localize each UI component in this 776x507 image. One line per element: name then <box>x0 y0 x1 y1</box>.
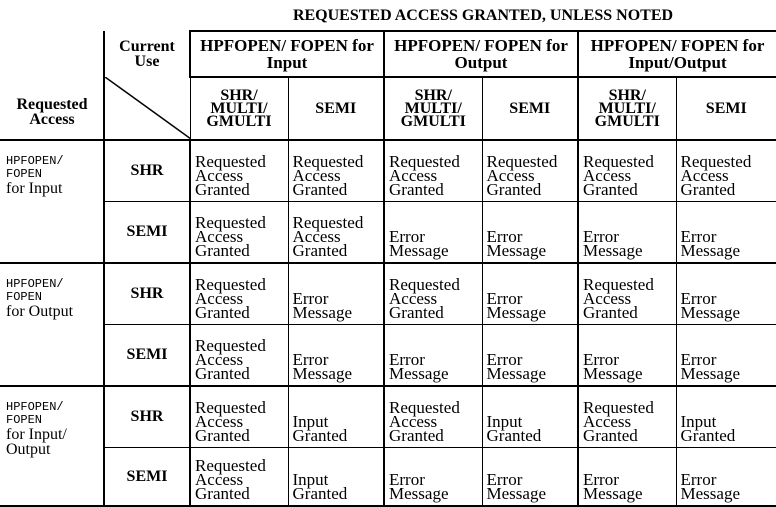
row-label-mode: for Input <box>6 181 103 196</box>
cell-text: Granted <box>681 429 776 443</box>
cell-text: Error <box>583 473 676 487</box>
table-row <box>0 263 776 325</box>
current-use-value: SEMI <box>104 202 190 264</box>
current-use-label: Current Use <box>104 31 190 77</box>
access-result-cell <box>578 140 676 202</box>
access-result-cell <box>190 140 288 202</box>
cell-text: Access <box>195 353 288 367</box>
table-row <box>0 386 776 448</box>
access-result-cell <box>384 202 482 264</box>
cell-text: Error <box>487 353 578 367</box>
access-result-cell <box>482 202 578 264</box>
access-result-cell <box>676 325 776 387</box>
sub-header: SHR/ MULTI/ GMULTI <box>190 77 288 140</box>
cell-text: Requested <box>195 278 288 292</box>
cell-text: Access <box>195 169 288 183</box>
cell-text: Error <box>389 473 482 487</box>
sub-header: SHR/ MULTI/ GMULTI <box>384 77 482 140</box>
cell-text: Granted <box>195 367 288 381</box>
cell-text: Granted <box>389 306 482 320</box>
requested-access-row-label <box>0 140 104 263</box>
cell-text: Error <box>487 292 578 306</box>
cell-text: Requested <box>293 216 384 230</box>
cell-text: Message <box>681 367 776 381</box>
access-result-cell <box>482 448 578 507</box>
cell-text: Granted <box>487 183 578 197</box>
sub-header: SEMI <box>288 77 384 140</box>
cell-text: Access <box>583 415 676 429</box>
access-result-cell <box>190 448 288 507</box>
access-result-cell <box>482 386 578 448</box>
row-label-mode: for Output <box>6 304 103 319</box>
cell-text: Access <box>195 292 288 306</box>
cell-text: Message <box>487 367 578 381</box>
cell-text: Requested <box>389 155 482 169</box>
cell-text: Requested <box>583 401 676 415</box>
row-label-command: HPFOPEN/ FOPEN <box>6 401 103 427</box>
row-label-command: HPFOPEN/ FOPEN <box>6 278 103 304</box>
access-result-cell <box>288 448 384 507</box>
requested-access-row-label <box>0 386 104 506</box>
cell-text: Access <box>389 292 482 306</box>
cell-text: Error <box>487 473 578 487</box>
current-use-value: SHR <box>104 386 190 448</box>
access-result-cell <box>384 448 482 507</box>
cell-text: Message <box>487 306 578 320</box>
access-result-cell <box>288 325 384 387</box>
access-result-cell <box>190 386 288 448</box>
cell-text: Access <box>195 230 288 244</box>
sub-header: SEMI <box>482 77 578 140</box>
access-result-cell <box>578 325 676 387</box>
cell-text: Requested <box>293 155 384 169</box>
cell-text: Access <box>195 415 288 429</box>
cell-text: Access <box>583 292 676 306</box>
access-result-cell <box>190 325 288 387</box>
cell-text: Input <box>293 473 384 487</box>
row-label-command: HPFOPEN/ FOPEN <box>6 155 103 181</box>
cell-text: Requested <box>681 155 776 169</box>
sub-header: SEMI <box>676 77 776 140</box>
cell-text: Error <box>293 353 384 367</box>
cell-text: Error <box>681 230 776 244</box>
access-result-cell <box>578 263 676 325</box>
access-result-cell <box>578 448 676 507</box>
cell-text: Message <box>487 244 578 258</box>
cell-text: Input <box>487 415 578 429</box>
diagonal-line <box>105 77 191 139</box>
cell-text: Access <box>293 169 384 183</box>
access-result-cell <box>676 386 776 448</box>
blank-corner <box>104 0 190 31</box>
current-use-value: SHR <box>104 263 190 325</box>
cell-text: Access <box>583 169 676 183</box>
access-result-cell <box>676 202 776 264</box>
cell-text: Input <box>681 415 776 429</box>
cell-text: Access <box>681 169 776 183</box>
cell-text: Message <box>389 367 482 381</box>
cell-text: Granted <box>293 244 384 258</box>
cell-text: Message <box>389 487 482 501</box>
cell-text: Message <box>583 367 676 381</box>
table-title: REQUESTED ACCESS GRANTED, UNLESS NOTED <box>190 0 776 31</box>
cell-text: Requested <box>583 278 676 292</box>
cell-text: Error <box>681 353 776 367</box>
cell-text: Granted <box>681 183 776 197</box>
requested-access-label: Requested Access <box>6 97 98 127</box>
sub-header-row <box>0 77 776 140</box>
cell-text: Granted <box>195 244 288 258</box>
access-result-cell <box>384 325 482 387</box>
group-header-row <box>0 31 776 77</box>
access-result-cell <box>384 263 482 325</box>
access-result-cell <box>482 325 578 387</box>
access-result-cell <box>482 140 578 202</box>
cell-text: Granted <box>195 306 288 320</box>
cell-text: Granted <box>583 429 676 443</box>
cell-text: Granted <box>195 183 288 197</box>
cell-text: Error <box>681 473 776 487</box>
cell-text: Message <box>681 487 776 501</box>
access-result-cell <box>288 140 384 202</box>
cell-text: Message <box>293 367 384 381</box>
current-use-value: SEMI <box>104 325 190 387</box>
cell-text: Granted <box>487 429 578 443</box>
cell-text: Granted <box>195 429 288 443</box>
title-row <box>0 0 776 31</box>
cell-text: Message <box>487 487 578 501</box>
cell-text: Error <box>389 353 482 367</box>
cell-text: Input <box>293 415 384 429</box>
row-label-mode: for Input/ Output <box>6 427 103 457</box>
cell-text: Message <box>389 244 482 258</box>
cell-text: Error <box>487 230 578 244</box>
cell-text: Error <box>293 292 384 306</box>
current-use-value: SEMI <box>104 448 190 507</box>
cell-text: Message <box>583 244 676 258</box>
cell-text: Message <box>583 487 676 501</box>
cell-text: Message <box>681 244 776 258</box>
access-result-cell <box>676 448 776 507</box>
cell-text: Requested <box>487 155 578 169</box>
group-header: HPFOPEN/ FOPEN for Output <box>384 31 578 77</box>
cell-text: Granted <box>389 429 482 443</box>
requested-access-row-label <box>0 263 104 386</box>
cell-text: Error <box>389 230 482 244</box>
cell-text: Requested <box>389 401 482 415</box>
cell-text: Requested <box>195 216 288 230</box>
table-row <box>0 140 776 202</box>
cell-text: Access <box>389 169 482 183</box>
cell-text: Message <box>293 306 384 320</box>
access-result-cell <box>384 140 482 202</box>
access-result-cell <box>578 202 676 264</box>
cell-text: Requested <box>195 339 288 353</box>
table-row <box>0 448 776 507</box>
group-header: HPFOPEN/ FOPEN for Input <box>190 31 384 77</box>
cell-text: Error <box>583 353 676 367</box>
sub-header: SHR/ MULTI/ GMULTI <box>578 77 676 140</box>
cell-text: Requested <box>195 401 288 415</box>
cell-text: Requested <box>195 459 288 473</box>
table-row <box>0 202 776 264</box>
access-result-cell <box>676 140 776 202</box>
table-row <box>0 325 776 387</box>
access-result-cell <box>384 386 482 448</box>
cell-text: Requested <box>195 155 288 169</box>
cell-text: Access <box>293 230 384 244</box>
access-result-cell <box>288 386 384 448</box>
cell-text: Requested <box>583 155 676 169</box>
cell-text: Error <box>583 230 676 244</box>
cell-text: Access <box>389 415 482 429</box>
cell-text: Message <box>681 306 776 320</box>
cell-text: Access <box>487 169 578 183</box>
blank-corner <box>0 0 104 31</box>
cell-text: Granted <box>293 429 384 443</box>
cell-text: Granted <box>583 183 676 197</box>
current-use-value: SHR <box>104 140 190 202</box>
cell-text: Granted <box>293 183 384 197</box>
access-result-cell <box>288 263 384 325</box>
cell-text: Granted <box>389 183 482 197</box>
cell-text: Requested <box>389 278 482 292</box>
requested-access-corner <box>0 31 104 140</box>
cell-text: Granted <box>195 487 288 501</box>
cell-text: Granted <box>293 487 384 501</box>
access-result-cell <box>190 202 288 264</box>
access-result-cell <box>578 386 676 448</box>
access-result-cell <box>482 263 578 325</box>
access-result-cell <box>190 263 288 325</box>
access-result-cell <box>676 263 776 325</box>
cell-text: Granted <box>583 306 676 320</box>
access-result-cell <box>288 202 384 264</box>
cell-text: Error <box>681 292 776 306</box>
group-header: HPFOPEN/ FOPEN for Input/Output <box>578 31 776 77</box>
diagonal-corner <box>104 77 190 140</box>
cell-text: Access <box>195 473 288 487</box>
